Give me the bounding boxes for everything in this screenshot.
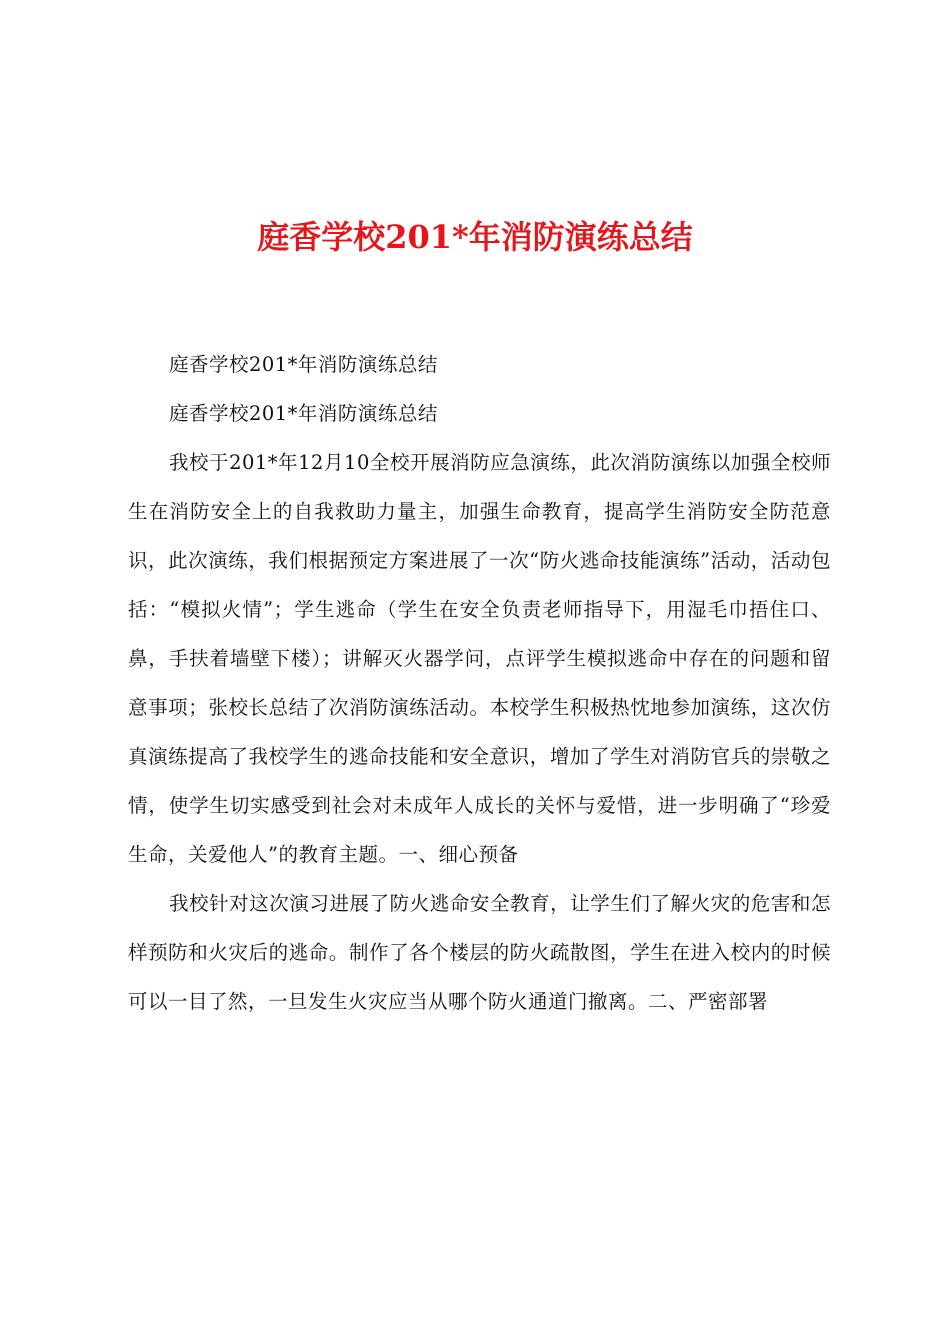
paragraph-preparation: 我校针对这次演习进展了防火逃命安全教育，让学生们了解火灾的危害和怎样预防和火灾后的逃命。制作了各个楼层的防火疏散图，学生在进入校内的时候可以一目了然，一旦发生火灾应当从哪个防火通道门撤离。二、严密部署 [128, 892, 831, 1013]
document-body [128, 340, 831, 1026]
page-title: 庭香学校201*年消防演练总结 [257, 218, 693, 256]
paragraph-drill-overview: 我校于201*年12月10全校开展消防应急演练，此次消防演练以加强全校师生在消防安全上的自我救助力量主，加强生命教育，提高学生消防安全防范意识，此次演练，我们根据预定方案进展了一次“防火逃命技能演练”活动，活动包括：“模拟火情”；学生逃命（学生在安全负责老师指导下，用湿毛巾捂住口、鼻，手扶着墙壁下楼）；讲解灭火器学问，点评学生模拟逃命中存在的问题和留意事项；张校长总结了次消防演练活动。本校学生积极热忱地参加演练，这次仿真演练提高了我校学生的逃命技能和安全意识，增加了学生对消防官兵的崇敬之情，使学生切实感受到社会对未成年人成长的关怀与爱惜，进一步明确了“珍爱生命，关爱他人”的教育主题。一、细心预备 [128, 451, 831, 866]
paragraph-subtitle-1: 庭香学校201*年消防演练总结 [168, 353, 438, 376]
paragraph-subtitle-2: 庭香学校201*年消防演练总结 [168, 402, 438, 425]
